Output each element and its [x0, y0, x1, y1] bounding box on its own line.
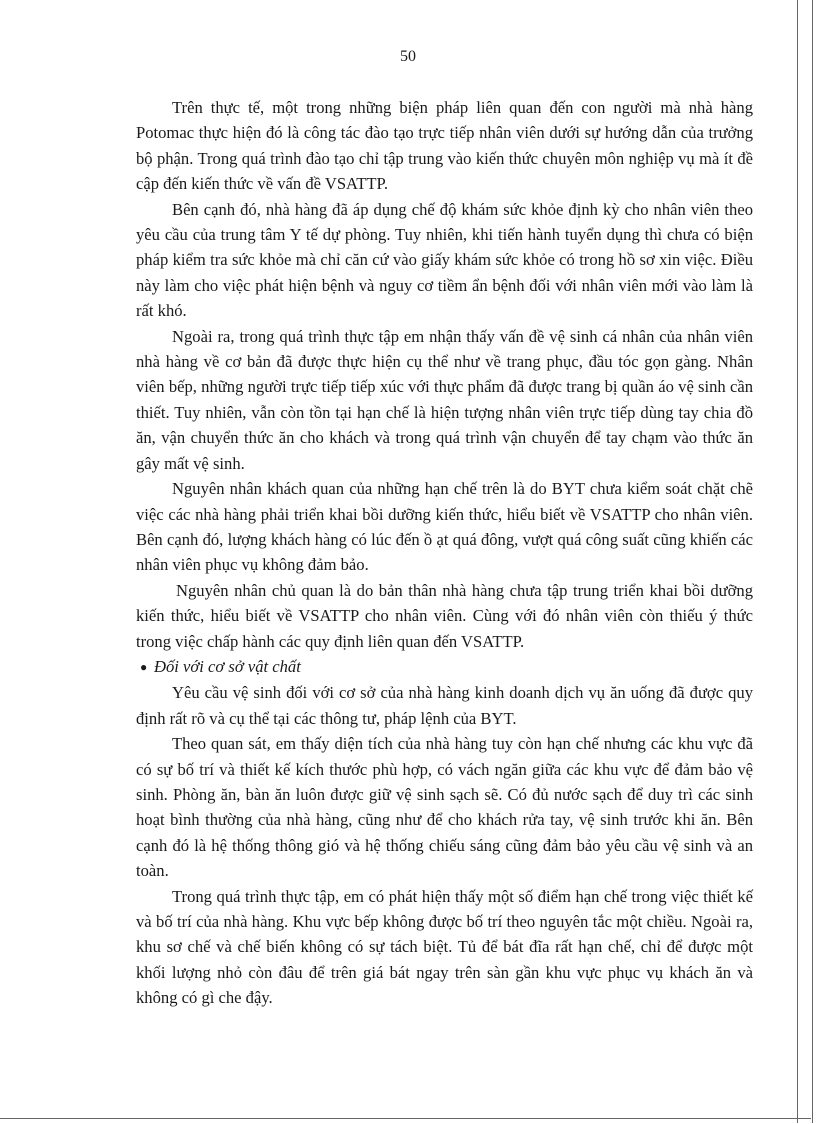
paragraph: Ngoài ra, trong quá trình thực tập em nhận thấy vấn đề vệ sinh cá nhân của nhân viên nhà hàng về cơ bản đã được thực hiện cụ thể như về trang phục, đầu tóc gọn gàng. Nhân viên bếp, những người trực tiếp tiếp xúc với thực phẩm đã được trang bị quần áo vệ sinh cần thiết. Tuy nhiên, vẫn còn tồn tại hạn chế là hiện tượng nhân viên trực tiếp dùng tay chia đồ ăn, vận chuyển thức ăn cho khách và trong quá trình vận chuyển để tay chạm vào thức ăn gây mất vệ sinh.	[136, 326, 753, 473]
paragraph: Theo quan sát, em thấy diện tích của nhà hàng tuy còn hạn chế nhưng các khu vực đã có sự bố trí và thiết kế kích thước phù hợp, có vách ngăn giữa các khu vực để đảm bảo vệ sinh. Phòng ăn, bàn ăn luôn được giữ vệ sinh sạch sẽ. Có đủ nước sạch để duy trì các sinh hoạt bình thường của nhà hàng, cũng như để cho khách rửa tay, vệ sinh trước khi ăn. Bên cạnh đó là hệ thống thông gió và hệ thống chiếu sáng cũng đảm bảo yêu cầu vệ sinh và an toàn.	[136, 734, 753, 881]
paragraph: Nguyên nhân chủ quan là do bản thân nhà hàng chưa tập trung triển khai bồi dưỡng kiến thức, hiểu biết về VSATTP cho nhân viên. Cùng với đó nhân viên còn thiếu ý thức trong việc chấp hành các quy định liên quan đến VSATTP.	[136, 580, 753, 651]
paragraph: Trong quá trình thực tập, em có phát hiện thấy một số điểm hạn chế trong việc thiết kế và bố trí của nhà hàng. Khu vực bếp không được bố trí theo nguyên tắc một chiều. Ngoài ra, khu sơ chế và chế biến không có sự tách biệt. Tủ để bát đĩa rất hạn chế, chỉ để được một khối lượng nhỏ còn đâu để trên giá bát ngay trên sàn gần khu vực phục vụ khách ăn và không có gì che đậy.	[136, 886, 753, 1008]
bullet-icon: ●	[140, 659, 148, 674]
section-heading	[136, 654, 753, 680]
page-border-right	[797, 0, 813, 1123]
paragraph: Bên cạnh đó, nhà hàng đã áp dụng chế độ khám sức khỏe định kỳ cho nhân viên theo yêu cầu của trung tâm Y tế dự phòng. Tuy nhiên, khi tiến hành tuyển dụng thì chưa có biện pháp kiểm tra sức khỏe mà chỉ căn cứ vào giấy khám sức khỏe có trong hồ sơ xin việc. Điều này làm cho việc phát hiện bệnh và nguy cơ tiềm ẩn bệnh đối với nhân viên mới vào làm là rất khó.	[136, 199, 753, 321]
paragraph: Trên thực tế, một trong những biện pháp liên quan đến con người mà nhà hàng Potomac thực hiện đó là công tác đào tạo trực tiếp nhân viên dưới sự hướng dẫn của trưởng bộ phận. Trong quá trình đào tạo chỉ tập trung vào kiến thức chuyên môn nghiệp vụ mà ít đề cập đến kiến thức về vấn đề VSATTP.	[136, 98, 753, 194]
page-border-bottom	[0, 1118, 811, 1124]
page-body	[136, 95, 753, 1011]
paragraph: Yêu cầu vệ sinh đối với cơ sở của nhà hàng kinh doanh dịch vụ ăn uống đã được quy định rất rõ và cụ thể tại các thông tư, pháp lệnh của BYT.	[136, 683, 753, 728]
section-heading-text: Đối với cơ sở vật chất	[154, 656, 301, 676]
paragraph: Nguyên nhân khách quan của những hạn chế trên là do BYT chưa kiểm soát chặt chẽ việc các nhà hàng phải triển khai bồi dưỡng kiến thức, hiểu biết về VSATTP cho nhân viên. Bên cạnh đó, lượng khách hàng có lúc đến ồ ạt quá đông, vượt quá công suất cũng khiến các nhân viên phục vụ không đảm bảo.	[136, 479, 753, 575]
page-number: 50	[400, 48, 416, 65]
